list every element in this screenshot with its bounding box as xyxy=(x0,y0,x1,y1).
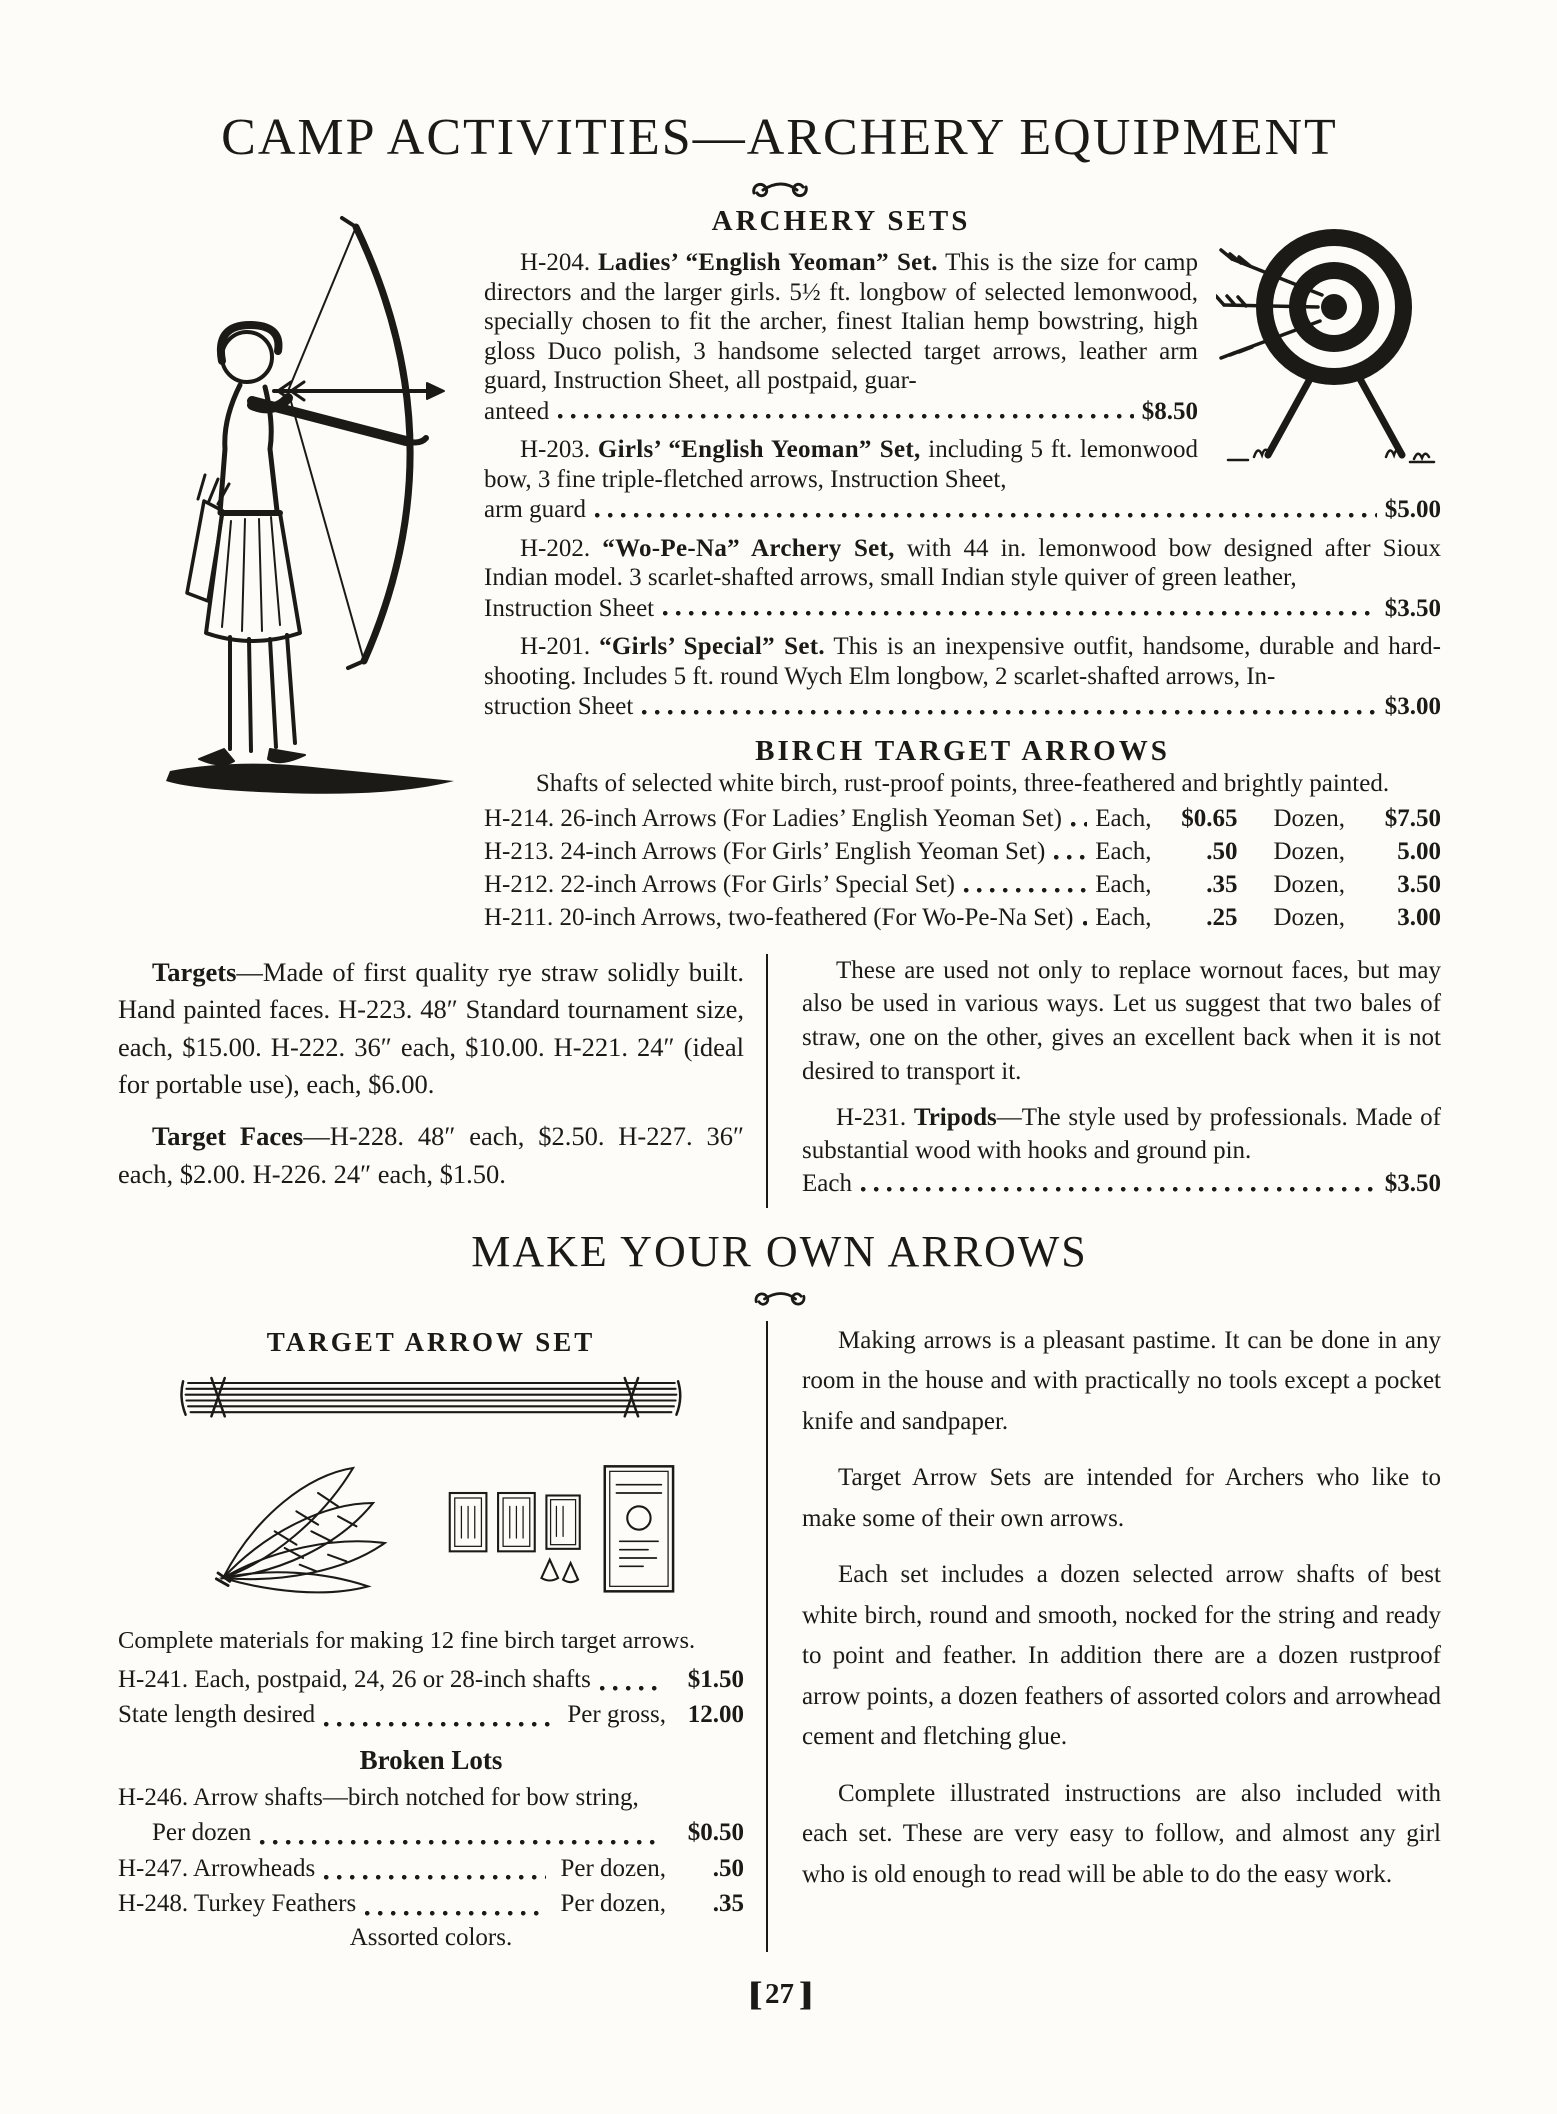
dozen-price: $7.50 xyxy=(1384,804,1441,832)
price-line-text: anteed xyxy=(484,397,550,425)
assorted-colors-note: Assorted colors. xyxy=(349,1923,513,1951)
price: 12.00 xyxy=(687,1701,744,1729)
item-description: including 5 ft. lemonwood bow, 3 fine triple-fletched arrows, Instruction Sheet, xyxy=(484,436,1198,493)
price: $8.50 xyxy=(1141,397,1198,425)
price-line-text: Each xyxy=(802,1170,852,1197)
arrow-row-h212 xyxy=(484,870,1441,899)
scroll-flourish-ornament-icon xyxy=(118,177,1441,203)
target-faces-lead: Target Faces xyxy=(152,1121,304,1151)
dot-leader xyxy=(641,709,1376,716)
tripods-paragraph xyxy=(802,1101,1441,1169)
arrow-desc: H-213. 24-inch Arrows (For Girls’ English Yeoman Set) xyxy=(484,837,1046,865)
price-line-h247 xyxy=(118,1851,744,1887)
dot-leader xyxy=(1070,821,1087,828)
scroll-flourish-ornament-icon xyxy=(118,1287,1441,1311)
dozen-price: 3.00 xyxy=(1397,903,1441,931)
item-code: H-231. xyxy=(836,1103,907,1131)
price: .50 xyxy=(712,1854,744,1882)
dot-leader xyxy=(1053,854,1087,861)
each-label: Each, xyxy=(1095,804,1152,832)
each-price: .50 xyxy=(1206,837,1238,865)
left-bracket: [ xyxy=(748,1975,760,2013)
price-line-tripods xyxy=(802,1170,1441,1198)
target-faces-paragraph xyxy=(118,1118,744,1193)
target-faces-body: —H-228. 48″ each, $2.50. H-227. 36″ each, $2.00. H-226. 24″ each, $1.50. xyxy=(118,1121,744,1189)
birch-arrows-intro: Shafts of selected white birch, rust-proof points, three-feathered and brightly painted. xyxy=(535,769,1390,797)
target-arrow-set-column xyxy=(118,1321,768,1952)
price-line-h202 xyxy=(484,595,1441,623)
dozen-price: 5.00 xyxy=(1397,837,1441,865)
dot-leader xyxy=(364,1910,546,1917)
price: $3.00 xyxy=(1384,693,1441,720)
each-price: .25 xyxy=(1206,903,1238,931)
archery-sets-heading: ARCHERY SETS xyxy=(711,205,971,237)
price: $1.50 xyxy=(687,1665,744,1693)
dot-leader xyxy=(323,1721,553,1728)
target-arrow-set-heading: TARGET ARROW SET xyxy=(266,1326,596,1357)
dot-leader xyxy=(323,1874,546,1881)
price-line-h241 xyxy=(118,1662,744,1698)
arrow-row-h214 xyxy=(484,804,1441,833)
arrow-materials-illustration xyxy=(118,1368,744,1618)
page-title: CAMP ACTIVITIES—ARCHERY EQUIPMENT xyxy=(221,109,1338,166)
birch-arrows-heading: BIRCH TARGET ARROWS xyxy=(755,734,1170,767)
each-price: $0.65 xyxy=(1181,804,1238,832)
arrow-desc: H-212. 22-inch Arrows (For Girls’ Special Set) xyxy=(484,870,955,898)
dot-leader xyxy=(662,610,1377,617)
page-number xyxy=(118,1974,1441,2012)
copy-paragraph-2: Target Arrow Sets are intended for Archers who like to make some of their own arrows. xyxy=(802,1464,1441,1532)
item-name: “Girls’ Special” Set. xyxy=(599,633,825,660)
each-label: Each, xyxy=(1095,837,1152,865)
price-line-text: H-247. Arrowheads xyxy=(118,1854,316,1882)
arrow-desc: H-214. 26-inch Arrows (For Ladies’ English Yeoman Set) xyxy=(484,804,1062,832)
dozen-label: Dozen, xyxy=(1273,804,1345,832)
price-line-text: arm guard xyxy=(484,496,587,523)
arrow-row-h213 xyxy=(484,837,1441,866)
item-name: Ladies’ “English Yeoman” Set. xyxy=(597,249,938,276)
targets-lead: Targets xyxy=(152,956,237,987)
materials-caption: Complete materials for making 12 fine birch target arrows. xyxy=(118,1626,696,1654)
right-bracket: ] xyxy=(799,1975,811,2013)
item-description: This is an inexpensive outfit, handsome, durable and hard-shooting. Includes 5 ft. round Wych Elm longbow, 2 scarlet-shafted arrows, In- xyxy=(484,633,1441,690)
dot-leader xyxy=(259,1839,658,1846)
item-code: H-202. xyxy=(520,534,591,562)
item-description: —The style used by professionals. Made of substantial wood with hooks and ground pin. xyxy=(802,1103,1442,1165)
make-your-own-arrows-heading: MAKE YOUR OWN ARROWS xyxy=(471,1226,1088,1276)
dozen-label: Dozen, xyxy=(1273,837,1345,865)
price: $3.50 xyxy=(1384,594,1441,622)
dot-leader xyxy=(860,1186,1377,1193)
dot-leader xyxy=(557,413,1134,420)
unit-label: Per dozen, xyxy=(560,1890,666,1918)
item-code: H-204. xyxy=(520,249,591,276)
dot-leader xyxy=(599,1685,658,1692)
each-label: Each, xyxy=(1095,903,1152,931)
make-arrows-section xyxy=(118,1321,1441,1952)
target-illustration xyxy=(1216,211,1441,466)
dozen-label: Dozen, xyxy=(1273,870,1345,898)
item-description: This is the size for camp directors and the larger girls. 5½ ft. longbow of selected lemonwood, specially chosen to fit the archer, finest Italian hemp bowstring, high gloss Duco polish, 3 handsome selected target arrows, leather arm guard, Instruction Sheet, all postpaid, guar- xyxy=(484,249,1198,394)
archer-illustration xyxy=(118,209,458,799)
dot-leader xyxy=(1082,920,1088,927)
price-line-text: Instruction Sheet xyxy=(484,594,655,622)
arrow-making-copy-column xyxy=(768,1321,1441,1952)
birch-arrows-list xyxy=(484,804,1441,936)
targets-column xyxy=(118,954,768,1208)
price-line-h201 xyxy=(484,693,1441,721)
price: .35 xyxy=(712,1890,744,1918)
price-line-text: H-248. Turkey Feathers xyxy=(118,1890,357,1918)
faces-note-paragraph: These are used not only to replace wornout faces, but may also be used in various ways. Let us suggest that two bales of straw, one on the other, gives an excellent back when it is not desired to transport it. xyxy=(802,956,1441,1085)
dot-leader xyxy=(594,512,1377,519)
price: $3.50 xyxy=(1384,1170,1441,1197)
unit-label: Per gross, xyxy=(567,1701,666,1729)
item-code: H-203. xyxy=(520,436,591,463)
price-line-text: State length desired xyxy=(118,1701,316,1729)
page-number-value: 27 xyxy=(765,1977,794,2010)
copy-paragraph-1: Making arrows is a pleasant pastime. It can be done in any room in the house and with practically no tools except a pocket knife and sandpaper. xyxy=(802,1326,1441,1435)
copy-paragraph-4: Complete illustrated instructions are also included with each set. These are very easy to follow, and almost any girl who is old enough to read will be able to do the easy work. xyxy=(802,1779,1441,1888)
price-line-h203 xyxy=(484,496,1441,524)
item-description: with 44 in. lemonwood bow designed after Sioux Indian model. 3 scarlet-shafted arrows, small Indian style quiver of green leather, xyxy=(484,534,1442,591)
price-line-h248 xyxy=(118,1886,744,1922)
price: $5.00 xyxy=(1384,496,1441,523)
targets-notes-column xyxy=(768,954,1441,1208)
price-line-h246 xyxy=(118,1815,744,1851)
arrow-desc: H-211. 20-inch Arrows, two-feathered (For Wo-Pe-Na Set) xyxy=(484,903,1074,931)
item-name: Tripods xyxy=(913,1103,997,1131)
price-line-text: Per dozen xyxy=(152,1819,252,1847)
price: $0.50 xyxy=(687,1819,744,1847)
targets-body: —Made of first quality rye straw solidly built. Hand painted faces. H-223. 48″ Standard tournament size, each, $15.00. H-222. 36″ each, $10.00. H-221. 24″ (ideal for portable use), each, $6.00. xyxy=(118,956,744,1100)
price-line-text: struction Sheet xyxy=(484,693,634,720)
archery-sets-section xyxy=(118,205,1441,936)
each-label: Each, xyxy=(1095,870,1152,898)
targets-section xyxy=(118,954,1441,1208)
broken-lots-heading: Broken Lots xyxy=(359,1744,503,1775)
price-line-h204 xyxy=(484,398,1198,426)
price-line-gross xyxy=(118,1697,744,1733)
each-price: .35 xyxy=(1206,870,1238,898)
arrow-row-h211 xyxy=(484,903,1441,932)
targets-paragraph xyxy=(118,954,744,1105)
price-line-text: H-241. Each, postpaid, 24, 26 or 28-inch shafts xyxy=(118,1665,591,1693)
item-code: H-201. xyxy=(520,633,591,660)
h246-line: H-246. Arrow shafts—birch notched for bow string, xyxy=(118,1783,639,1811)
item-name: “Wo-Pe-Na” Archery Set, xyxy=(602,534,895,562)
copy-paragraph-3: Each set includes a dozen selected arrow shafts of best white birch, round and smooth, nocked for the string and ready to point and feather. In addition there are a dozen rustproof arrow points, a dozen feathers of assorted colors and arrowhead cement and fletching glue. xyxy=(802,1561,1441,1750)
item-name: Girls’ “English Yeoman” Set, xyxy=(597,436,921,463)
dozen-price: 3.50 xyxy=(1397,870,1441,898)
unit-label: Per dozen, xyxy=(560,1854,666,1882)
dozen-label: Dozen, xyxy=(1273,903,1345,931)
dot-leader xyxy=(963,887,1087,894)
